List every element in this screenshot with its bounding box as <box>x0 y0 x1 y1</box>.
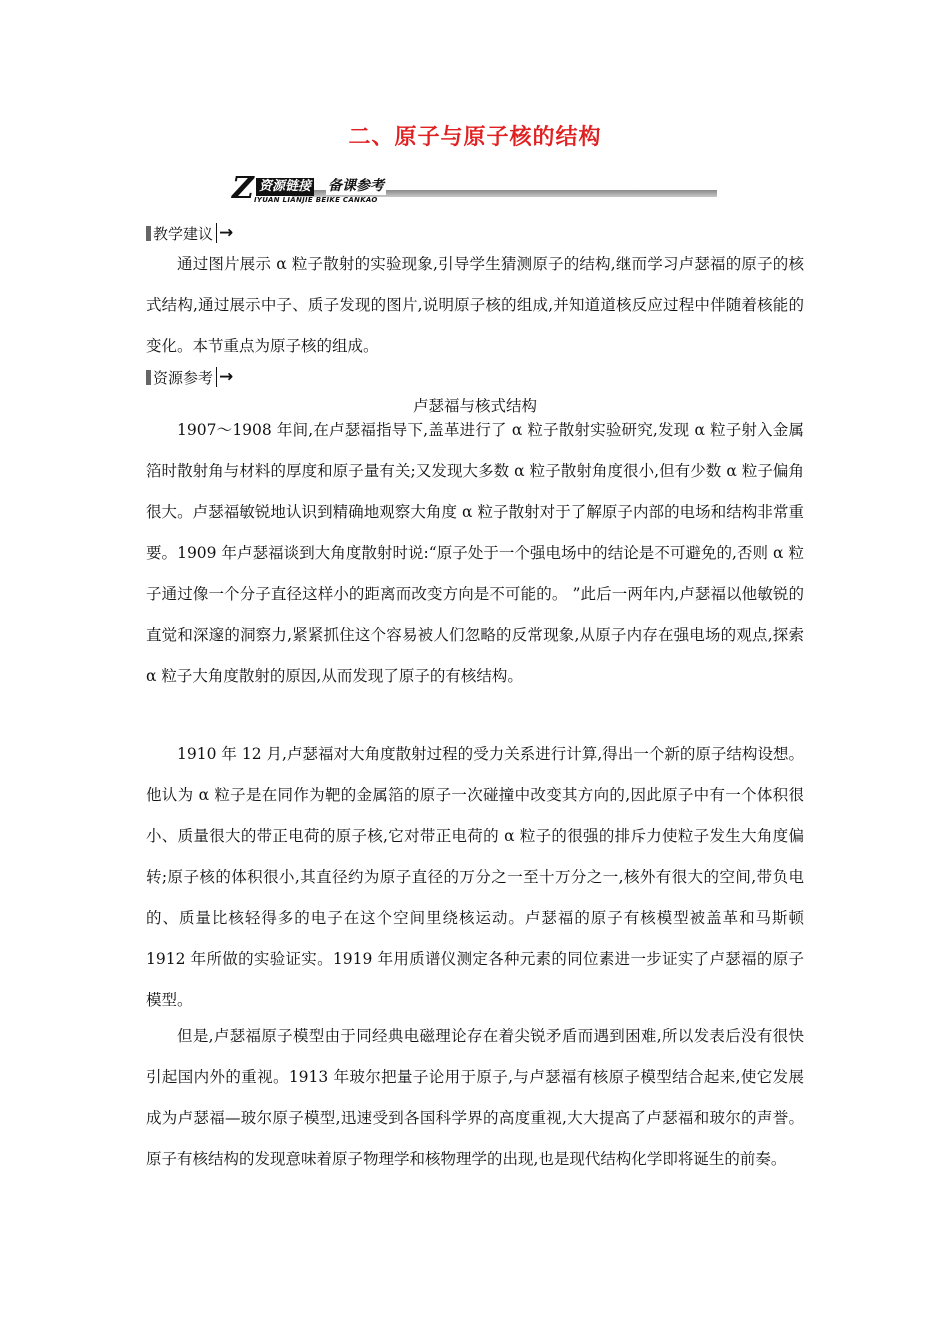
page-title: 二、原子与原子核的结构 <box>348 125 602 150</box>
resource-banner <box>232 171 718 206</box>
arrow-right-icon: → <box>216 367 233 387</box>
teaching-suggestion-text: 通过图片展示 α 粒子散射的实验现象,引导学生猜测原子的结构,继而学习卢瑟福的原子的核式结构,通过展示中子、质子发现的图片,说明原子核的组成,并知道道核反应过程中伴随着核能的变化。本节重点为原子核的组成。 <box>146 255 804 355</box>
section-label: 资源参考 <box>153 369 214 387</box>
banner-subtitle: IYUAN LIANJIE BEIKE CANKAO <box>254 196 378 204</box>
section-label: 教学建议 <box>153 225 214 243</box>
section-marker <box>146 370 151 385</box>
article-paragraph: 但是,卢瑟福原子模型由于同经典电磁理论存在着尖锐矛盾而遇到困难,所以发表后没有很快引起国内外的重视。1913 年玻尔把量子论用于原子,与卢瑟福有核原子模型结合起来,使它发展成为卢瑟福—玻尔原子模型,迅速受到各国科学界的高度重视,大大提高了卢瑟福和玻尔的声誉。原子有核结构的发现意味着原子物理学和核物理学的出现,也是现代结构化学即将诞生的前奏。 <box>146 1027 804 1168</box>
article-heading: 卢瑟福与核式结构 <box>412 397 537 415</box>
section-marker <box>146 226 151 241</box>
banner-tag-lesson-reference: 备课参考 <box>328 178 384 194</box>
article-paragraph: 1910 年 12 月,卢瑟福对大角度散射过程的受力关系进行计算,得出一个新的原子结构设想。他认为 α 粒子是在同作为靶的金属箔的原子一次碰撞中改变其方向的,因此原子中有一个体积很小、质量很大的带正电荷的原子核,它对带正电荷的 α 粒子的很强的排斥力使粒子发生大角度偏转;原子核的体积很小,其直径约为原子直径的万分之一至十万分之一,核外有很大的空间,带负电的、质量比核轻得多的电子在这个空间里绕核运动。卢瑟福的原子有核模型被盖革和马斯顿 1912 年所做的实验证实。1919 年用质谱仪测定各种元素的同位素进一步证实了卢瑟福的原子模型。 <box>146 745 804 1009</box>
banner-tag-resource-link: 资源链接 <box>256 178 314 196</box>
article-paragraph: 1907〜1908 年间,在卢瑟福指导下,盖革进行了 α 粒子散射实验研究,发现 α 粒子射入金属箔时散射角与材料的厚度和原子量有关;又发现大多数 α 粒子散射角度很小,但有少数 α 粒子偏角很大。卢瑟福敏锐地认识到精确地观察大角度 α 粒子散射对于了解原子内部的电场和结构非常重要。1909 年卢瑟福谈到大角度散射时说:“原子处于一个强电场中的结论是不可避免的,否则 α 粒子通过像一个分子直径这样小的距离而改变方向是不可能的。 ”此后一两年内,卢瑟福以他敏锐的直觉和深邃的洞察力,紧紧抓住这个容易被人们忽略的反常现象,从原子内存在强电场的观点,探索 α 粒子大角度散射的原因,从而发现了原子的有核结构。 <box>146 421 804 685</box>
arrow-right-icon: → <box>216 223 233 243</box>
banner-z-logo: Z <box>232 171 254 206</box>
